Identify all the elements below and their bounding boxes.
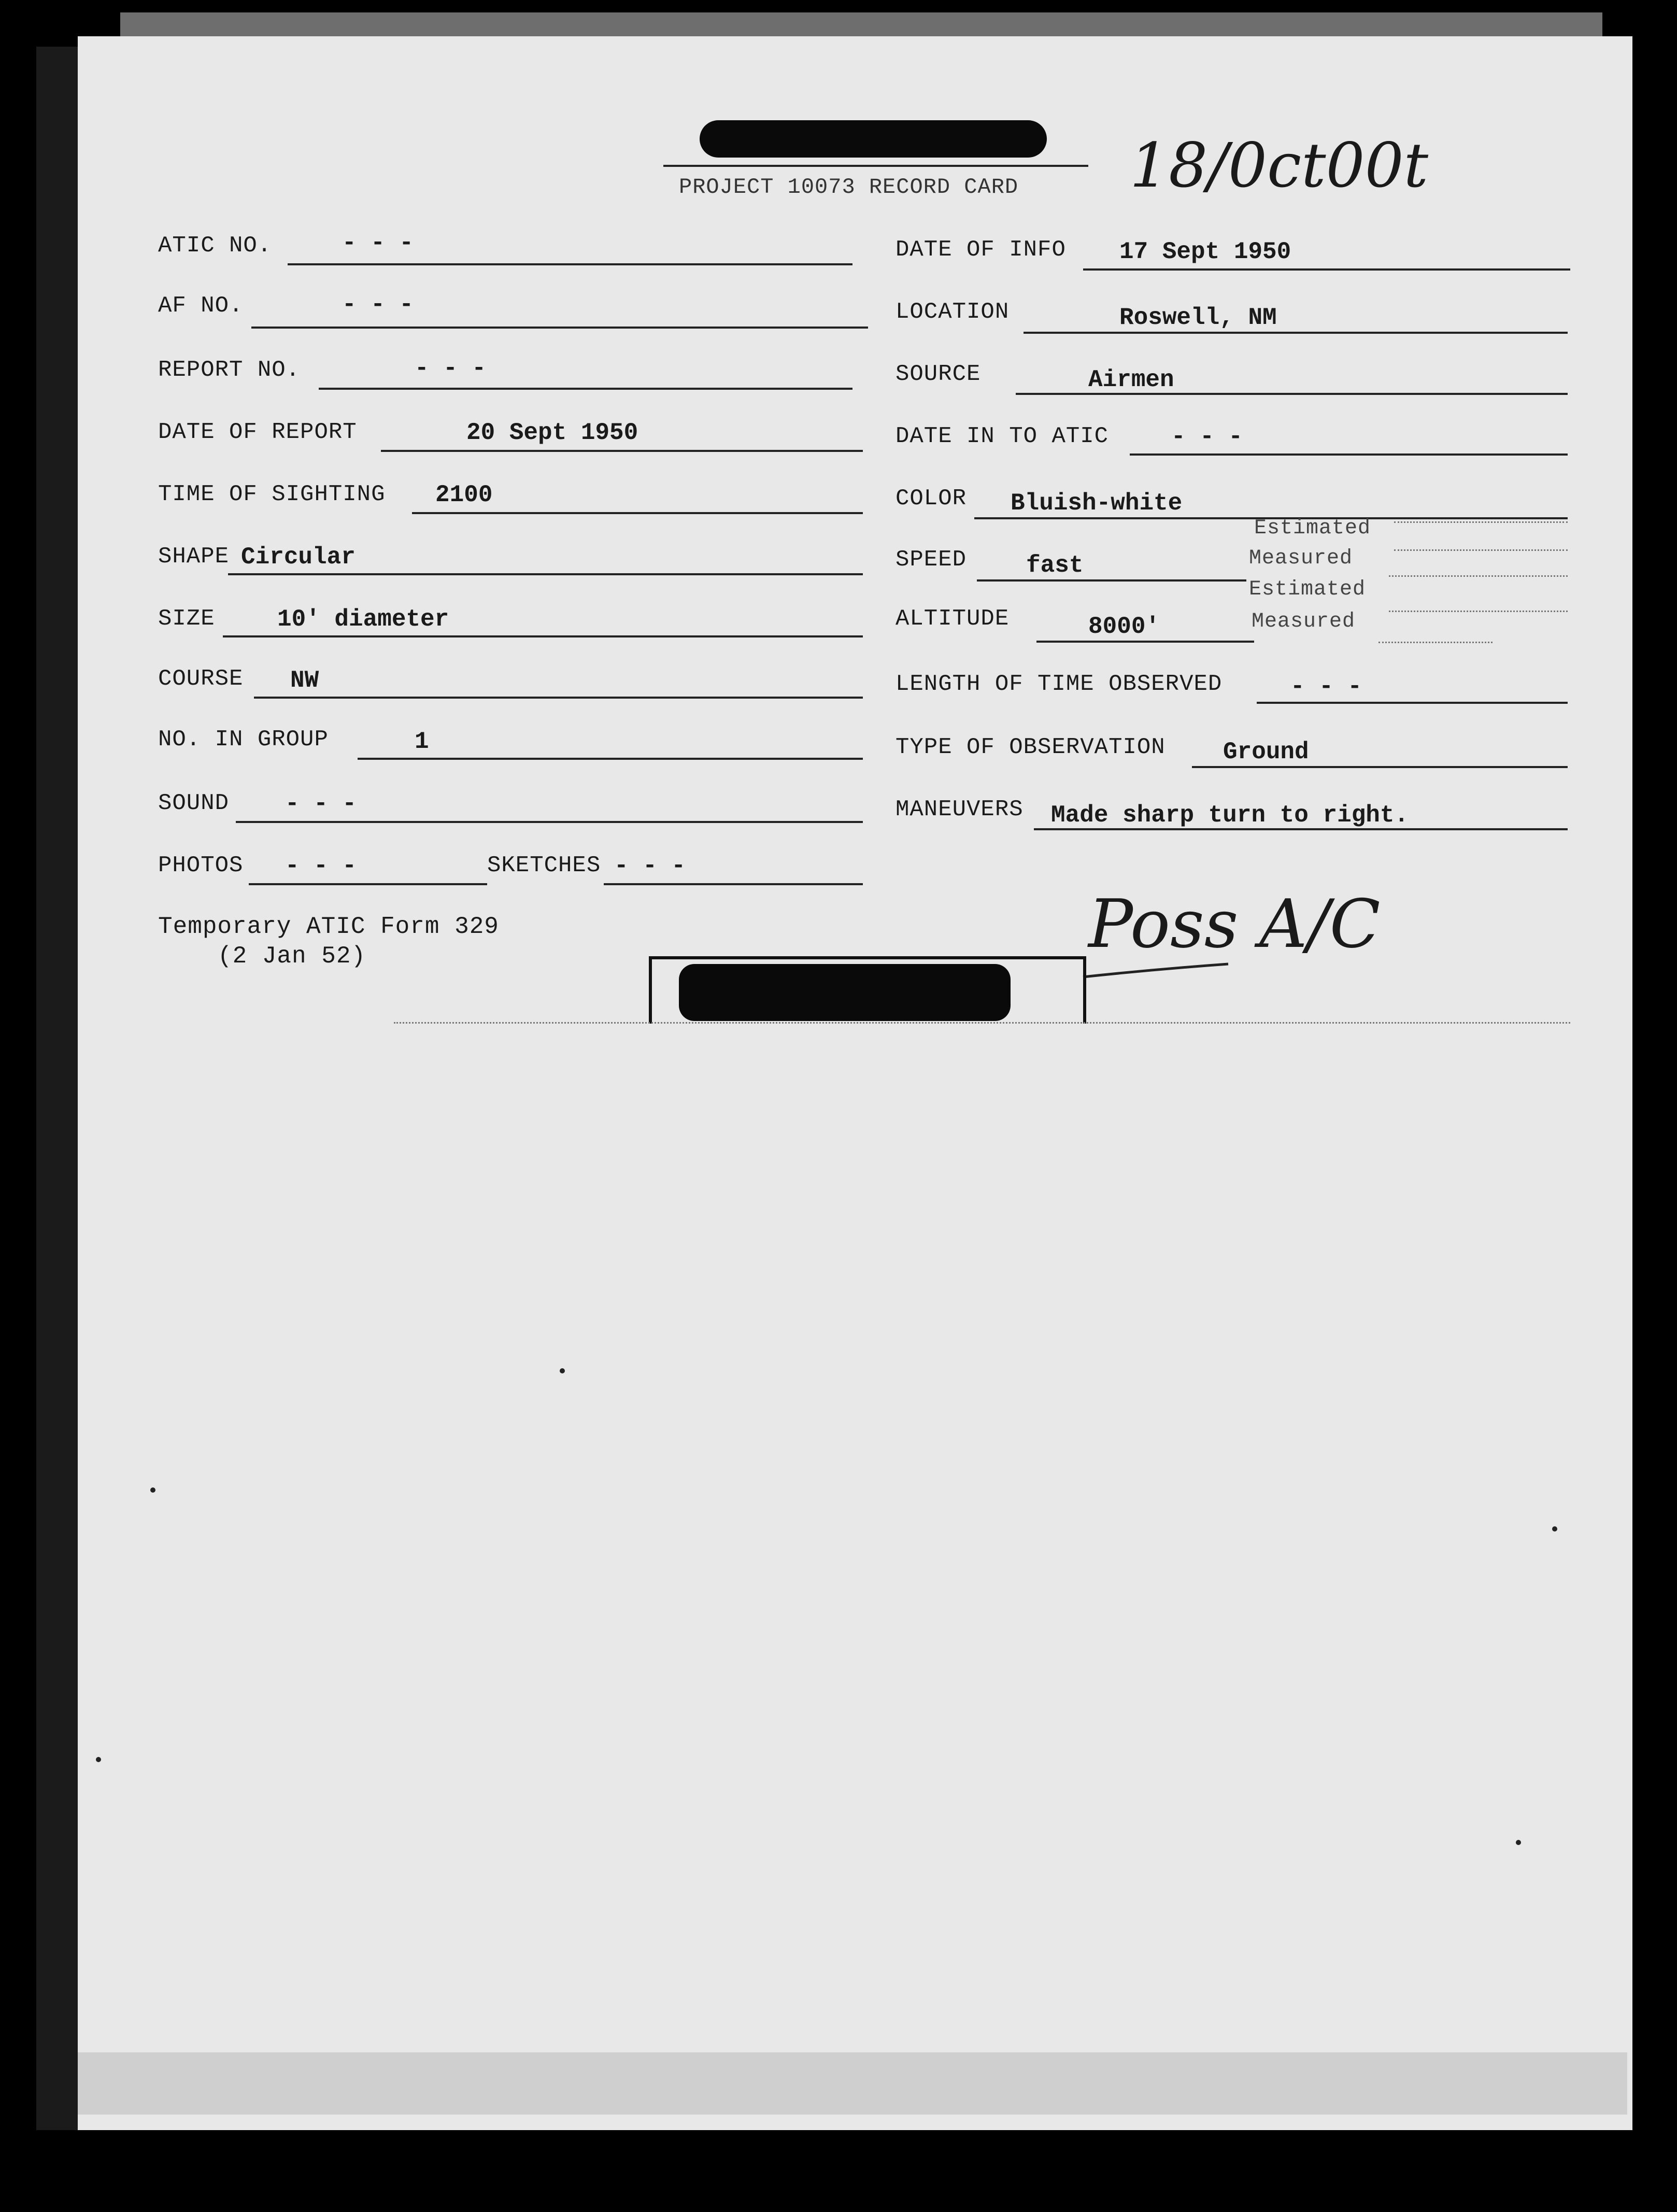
value-shape: Circular (241, 544, 356, 571)
value-report-no: - - - (415, 355, 487, 382)
line-time-of-sighting (412, 512, 863, 514)
blank-altitude-measured-2 (1378, 642, 1493, 643)
line-location (1024, 332, 1568, 334)
label-maneuvers: MANEUVERS (896, 797, 1024, 823)
scan-speck (96, 1757, 101, 1762)
value-date-of-info: 17 Sept 1950 (1119, 238, 1291, 265)
card-bottom-edge (394, 1022, 1570, 1024)
label-photos: PHOTOS (158, 853, 244, 878)
handwritten-underline (1078, 954, 1233, 985)
label-no-in-group: NO. IN GROUP (158, 727, 329, 753)
line-type-of-observation (1192, 766, 1568, 768)
scan-speck (1552, 1526, 1557, 1532)
value-sketches: - - - (614, 853, 686, 880)
value-time-of-sighting: 2100 (435, 481, 493, 508)
label-shape: SHAPE (158, 544, 230, 570)
scan-speck (1516, 1840, 1521, 1845)
blank-altitude-estimated (1389, 575, 1568, 577)
line-photos (249, 883, 487, 885)
handwritten-note: Poss A/C (1088, 886, 1381, 963)
option-speed-measured: Measured (1249, 547, 1353, 570)
line-speed (977, 579, 1246, 582)
label-color: COLOR (896, 486, 967, 512)
blank-speed-estimated (1394, 521, 1568, 523)
label-date-of-info: DATE OF INFO (896, 237, 1066, 263)
scan-left-edge (36, 47, 78, 2130)
label-report-no: REPORT NO. (158, 357, 301, 383)
line-af-no (251, 327, 868, 329)
blank-speed-measured (1394, 549, 1568, 551)
label-altitude: ALTITUDE (896, 606, 1010, 632)
label-location: LOCATION (896, 299, 1010, 325)
line-report-no (319, 388, 852, 390)
value-date-in-to-atic: - - - (1171, 423, 1243, 450)
value-type-of-observation: Ground (1223, 739, 1309, 765)
redaction-bar-top (700, 120, 1047, 158)
line-source (1016, 393, 1568, 395)
label-length-of-time-observed: LENGTH OF TIME OBSERVED (896, 671, 1223, 697)
value-photos: - - - (285, 853, 357, 880)
form-title: PROJECT 10073 RECORD CARD (679, 175, 1019, 200)
scan-bottom-edge (78, 2052, 1627, 2115)
scan-speck (150, 1487, 155, 1493)
line-altitude (1036, 641, 1254, 643)
form-date: (2 Jan 52) (218, 943, 366, 970)
line-date-in-to-atic (1130, 453, 1568, 456)
value-no-in-group: 1 (415, 728, 429, 755)
line-size (223, 635, 863, 637)
value-sound: - - - (285, 790, 357, 817)
line-length-of-time-observed (1257, 702, 1568, 704)
value-color: Bluish-white (1011, 490, 1183, 517)
label-speed: SPEED (896, 547, 967, 573)
label-date-in-to-atic: DATE IN TO ATIC (896, 423, 1109, 449)
value-length-of-time-observed: - - - (1290, 673, 1362, 700)
scan-speck (560, 1368, 565, 1373)
value-date-of-report: 20 Sept 1950 (466, 419, 638, 446)
label-af-no: AF NO. (158, 293, 244, 319)
value-size: 10' diameter (277, 606, 449, 633)
header-rule (663, 165, 1088, 167)
line-atic-no (288, 263, 852, 265)
value-course: NW (290, 667, 319, 694)
line-no-in-group (358, 758, 863, 760)
label-size: SIZE (158, 606, 215, 632)
value-speed: fast (1026, 552, 1084, 579)
value-af-no: - - - (342, 291, 414, 318)
line-date-of-info (1083, 268, 1570, 271)
line-sketches (604, 883, 863, 885)
form-number: Temporary ATIC Form 329 (158, 913, 499, 940)
line-shape (228, 573, 863, 575)
value-maneuvers: Made sharp turn to right. (1051, 802, 1409, 829)
label-source: SOURCE (896, 361, 981, 387)
label-type-of-observation: TYPE OF OBSERVATION (896, 734, 1166, 760)
blank-altitude-measured (1389, 611, 1568, 612)
option-speed-estimated: Estimated (1254, 517, 1371, 540)
value-atic-no: - - - (342, 230, 414, 257)
line-maneuvers (1034, 828, 1568, 830)
label-atic-no: ATIC NO. (158, 233, 272, 259)
line-date-of-report (381, 450, 863, 452)
record-card-page (78, 36, 1632, 2130)
handwritten-reference: 18/0ct00t (1130, 130, 1429, 201)
value-location: Roswell, NM (1119, 304, 1277, 331)
option-altitude-estimated: Estimated (1249, 578, 1366, 601)
label-time-of-sighting: TIME OF SIGHTING (158, 481, 386, 507)
label-course: COURSE (158, 666, 244, 692)
line-course (254, 697, 863, 699)
label-date-of-report: DATE OF REPORT (158, 419, 357, 445)
value-altitude: 8000' (1088, 613, 1160, 640)
value-source: Airmen (1088, 366, 1174, 393)
label-sound: SOUND (158, 790, 230, 816)
line-sound (236, 821, 863, 823)
label-sketches: SKETCHES (487, 853, 601, 878)
option-altitude-measured: Measured (1252, 610, 1356, 633)
redaction-bar-bottom (679, 964, 1011, 1021)
